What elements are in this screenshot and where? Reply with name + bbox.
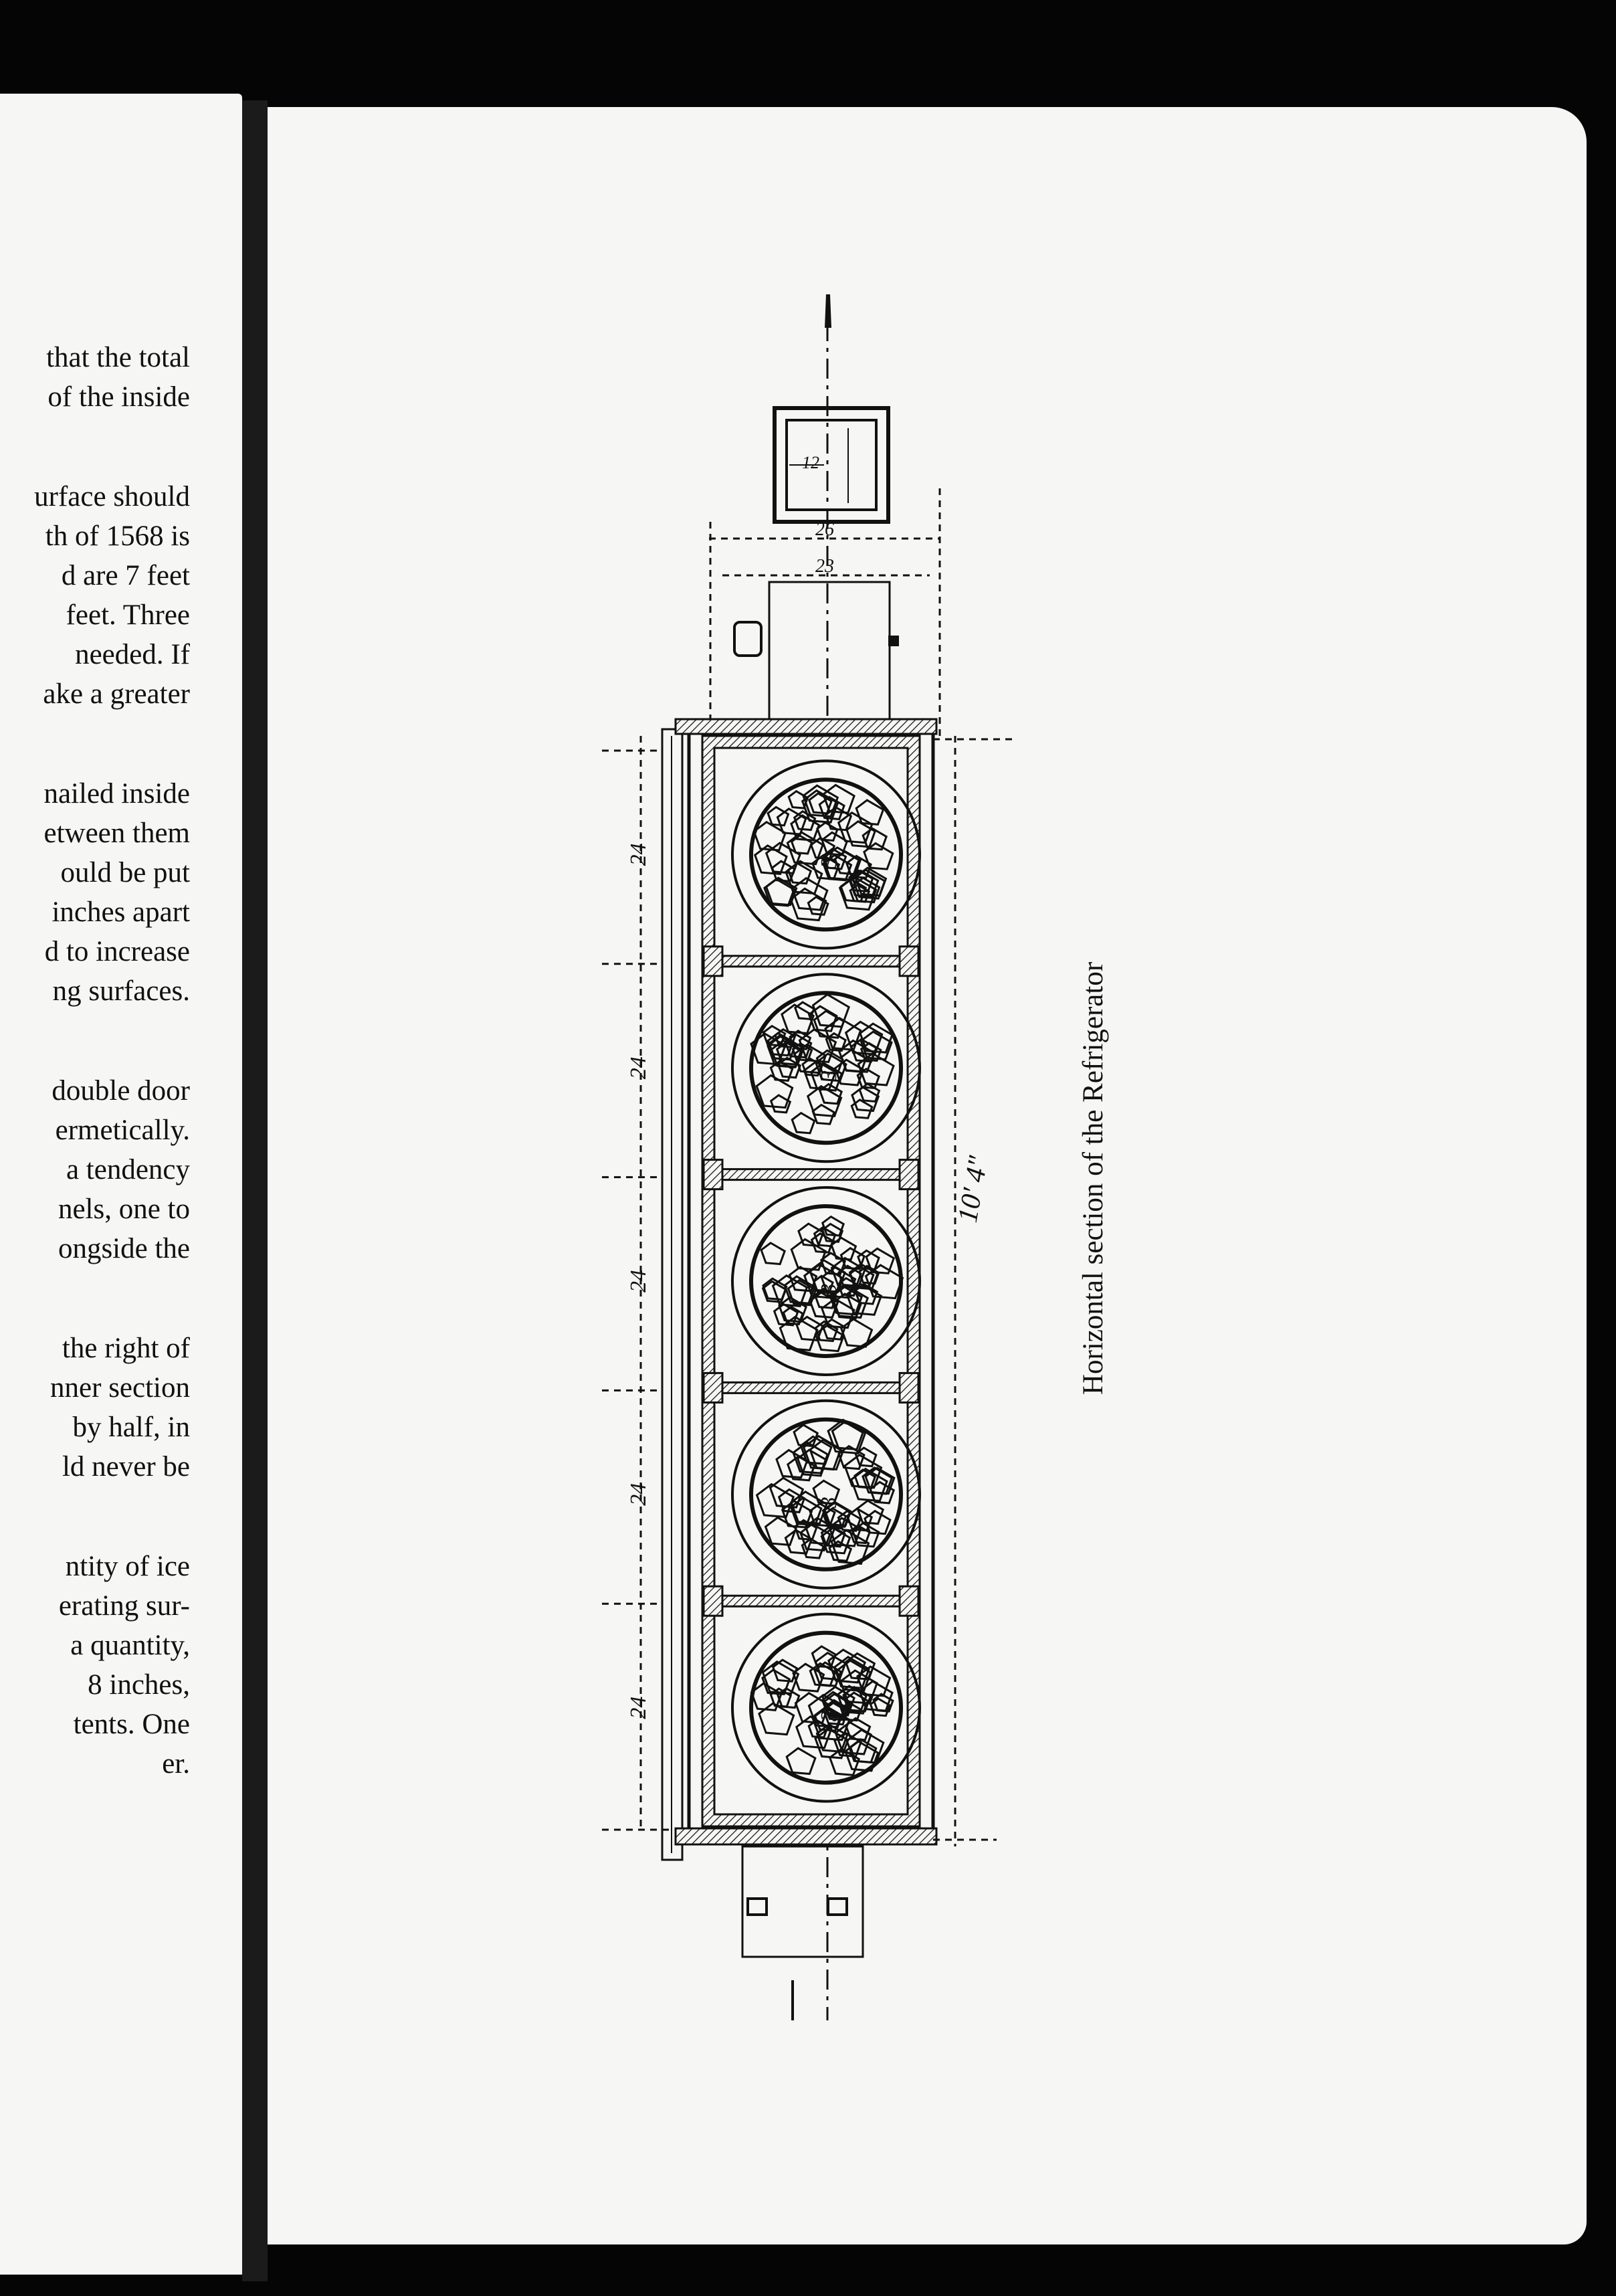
divider-post-right — [900, 1373, 918, 1402]
text-line: ld never be — [62, 1451, 190, 1482]
divider-post-left — [704, 947, 722, 976]
cell-divider — [714, 956, 908, 967]
text-line: d are 7 feet — [61, 560, 190, 591]
chimney-handle — [734, 622, 761, 656]
can-mark: 3 — [817, 1497, 841, 1509]
axis-arrow-top — [825, 294, 831, 328]
bottom-drain-housing — [742, 1846, 863, 1957]
text-line: a quantity, — [70, 1630, 190, 1661]
can-mark: 3 — [817, 1283, 841, 1295]
divider-post-right — [900, 1160, 918, 1189]
text-line: that the total — [46, 342, 190, 373]
text-line: double door — [52, 1075, 190, 1107]
dimension-width-inner: 23 — [815, 556, 834, 577]
divider-post-right — [900, 1586, 918, 1616]
text-line: ake a greater — [43, 678, 190, 710]
text-line: the right of — [62, 1333, 190, 1364]
text-line: ntity of ice — [65, 1551, 190, 1582]
section-dimension: 24 — [626, 843, 651, 866]
text-line: tents. One — [73, 1709, 190, 1740]
text-line: a tendency — [66, 1154, 190, 1185]
text-line: nels, one to — [58, 1193, 190, 1225]
text-line: erating sur- — [58, 1590, 190, 1622]
cell-divider — [714, 1596, 908, 1606]
can-mark: 3 — [817, 1710, 841, 1722]
text-line: feet. Three — [66, 599, 190, 631]
text-line: 8 inches, — [88, 1669, 190, 1701]
text-line: nailed inside — [43, 778, 190, 809]
cabinet-top-cap — [676, 719, 936, 734]
text-line: nner section — [50, 1372, 190, 1404]
chimney-bolt — [888, 636, 899, 646]
cabinet-bottom-cap — [676, 1828, 936, 1844]
text-line: by half, in — [72, 1412, 190, 1443]
text-line: urface should — [34, 481, 190, 512]
chimney-neck — [769, 582, 890, 729]
divider-post-left — [704, 1373, 722, 1402]
figure-caption: Horizontal section of the Refrigerator — [1078, 961, 1109, 1395]
can-mark: 3 — [817, 856, 841, 868]
text-line: inches apart — [52, 896, 190, 928]
cell-divider — [714, 1169, 908, 1180]
text-line: ould be put — [60, 857, 190, 888]
text-line: d to increase — [44, 936, 190, 967]
dimension-overall-length: 10' 4" — [952, 1153, 995, 1226]
can-mark: 3 — [817, 1070, 841, 1082]
drain-bolt-left — [748, 1899, 767, 1915]
dimension-width-outer: 26 — [815, 519, 834, 540]
text-line: ermetically. — [55, 1115, 190, 1146]
text-line: of the inside — [47, 381, 190, 413]
text-line: ongside the — [58, 1233, 190, 1264]
text-line: th of 1568 is — [45, 520, 190, 552]
divider-post-left — [704, 1160, 722, 1189]
drain-bolt-right — [828, 1899, 847, 1915]
section-dimension: 24 — [626, 1696, 651, 1719]
text-line: needed. If — [75, 639, 190, 670]
section-dimension: 24 — [626, 1270, 651, 1293]
text-line: etween them — [43, 818, 190, 849]
text-line: ng surfaces. — [52, 975, 190, 1007]
section-dimension: 24 — [626, 1056, 651, 1080]
text-line: er. — [162, 1748, 190, 1780]
cell-divider — [714, 1382, 908, 1393]
section-dimension: 24 — [626, 1482, 651, 1506]
dimension-top-box: 12 — [802, 453, 819, 472]
divider-post-left — [704, 1586, 722, 1616]
divider-post-right — [900, 947, 918, 976]
